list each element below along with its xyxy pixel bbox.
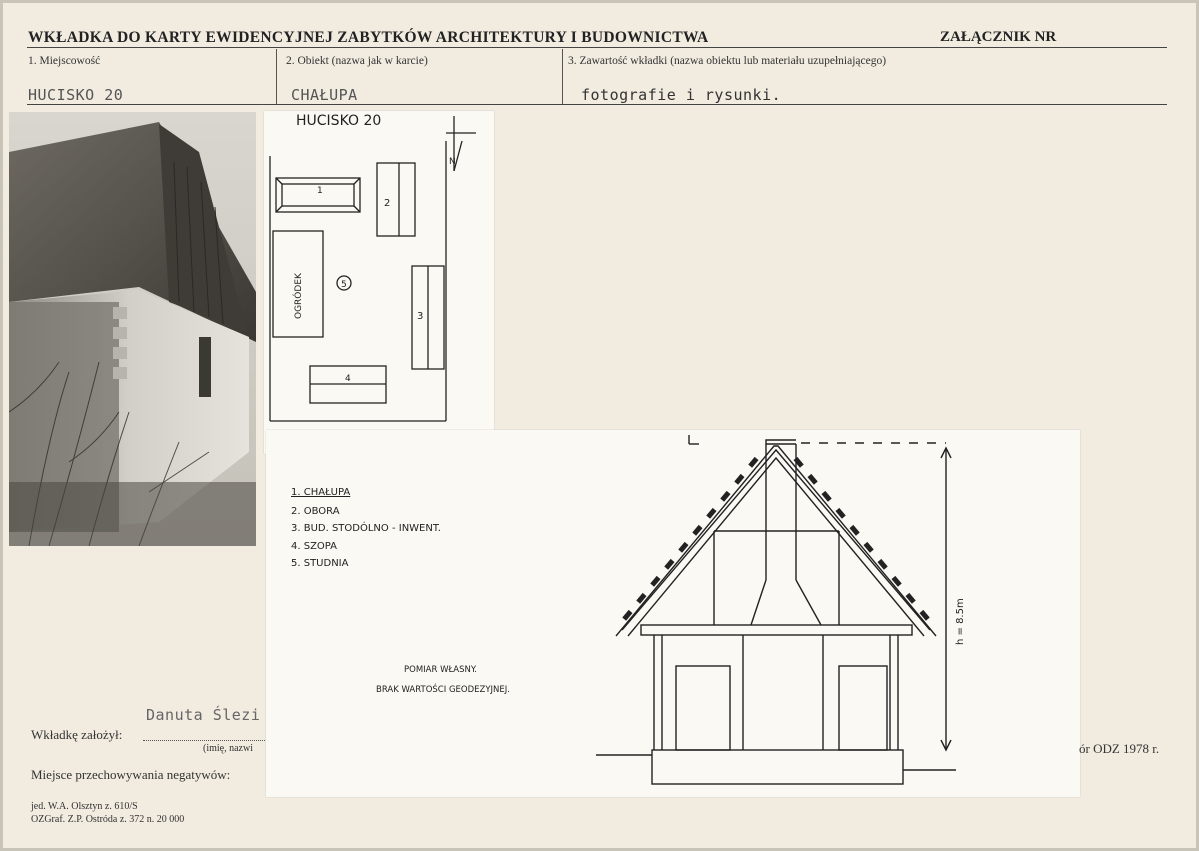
section-drawing-sheet xyxy=(266,430,1080,797)
author-line xyxy=(143,740,265,741)
survey-note-1: POMIAR WŁASNY. xyxy=(404,665,478,675)
legend-item-2: 2. OBORA xyxy=(291,506,340,517)
label-4: 4 xyxy=(345,374,351,384)
annex-label: ZAŁĄCZNIK NR xyxy=(940,29,1057,45)
locality-value: HUCISKO 20 xyxy=(28,86,124,104)
author-value: Danuta Ślezi xyxy=(146,706,261,724)
content-value: fotografie i rysunki. xyxy=(581,86,782,104)
header-divider xyxy=(27,47,1167,48)
legend-item-1: 1. CHAŁUPA xyxy=(291,487,351,498)
survey-note-2: BRAK WARTOŚCI GEODEZYJNEJ. xyxy=(376,685,510,695)
object-value: CHAŁUPA xyxy=(291,86,358,104)
plan-title: HUCISKO 20 xyxy=(296,113,382,129)
record-card xyxy=(3,3,1196,848)
site-plan-sheet xyxy=(264,111,494,454)
content-label: 3. Zawartość wkładki (nazwa obiektu lub materiału uzupełniającego) xyxy=(568,55,887,67)
field-divider-2 xyxy=(562,49,563,105)
house-photograph xyxy=(9,112,256,546)
field-divider-1 xyxy=(276,49,277,105)
legend-item-4: 4. SZOPA xyxy=(291,541,338,552)
north-label: N xyxy=(449,157,456,167)
garden-label: OGRÓDEK xyxy=(294,273,304,319)
building-2-outline xyxy=(377,163,415,236)
card-title: WKŁADKA DO KARTY EWIDENCYJNEJ ZABYTKÓW ARCHITEKTURY I BUDOWNICTWA xyxy=(28,29,709,46)
negatives-label: Miejsce przechowywania negatywów: xyxy=(31,767,231,782)
label-2: 2 xyxy=(384,198,391,209)
author-label: Wkładkę założył: xyxy=(31,727,123,742)
locality-label: 1. Miejscowość xyxy=(28,55,101,67)
label-1: 1 xyxy=(317,186,323,196)
roof-tiles xyxy=(622,457,929,621)
height-label: h = 8.5m xyxy=(955,598,966,645)
legend-item-3: 3. BUD. STODÓLNO - INWENT. xyxy=(291,523,441,534)
print-info-1: jed. W.A. Olsztyn z. 610/S xyxy=(31,801,138,812)
date-fragment: ór ODZ 1978 r. xyxy=(1079,741,1160,756)
legend-item-5: 5. STUDNIA xyxy=(291,558,349,569)
house-cross-section xyxy=(596,435,956,784)
object-label: 2. Obiekt (nazwa jak w karcie) xyxy=(286,55,428,67)
label-3: 3 xyxy=(417,311,424,322)
fields-divider xyxy=(27,104,1167,105)
label-5: 5 xyxy=(341,280,347,290)
author-hint: (imię, nazwi xyxy=(203,743,253,754)
print-info-2: OZGraf. Z.P. Ostróda z. 372 n. 20 000 xyxy=(31,814,185,825)
